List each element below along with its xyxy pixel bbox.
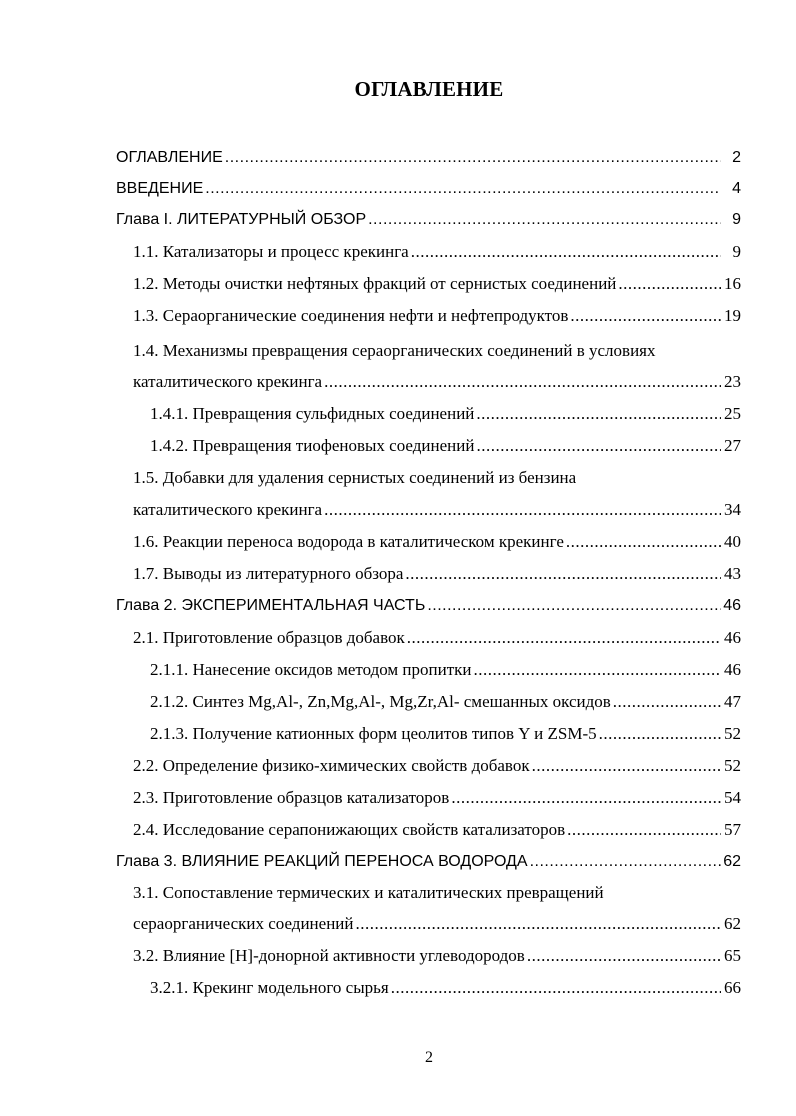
toc-entry[interactable] bbox=[150, 687, 741, 717]
toc-entry-page: 34 bbox=[724, 500, 741, 519]
toc-leader-dots bbox=[527, 941, 721, 971]
toc-entry-text: 3.2. Влияние [H]-донорной активности углеводородов bbox=[133, 946, 525, 965]
page-title: ОГЛАВЛЕНИЕ bbox=[354, 77, 504, 101]
toc-entry-text: 1.6. Реакции переноса водорода в каталитическом крекинге bbox=[133, 532, 564, 551]
toc-entry-text: ОГЛАВЛЕНИЕ bbox=[116, 149, 223, 166]
toc-entry[interactable] bbox=[150, 719, 741, 749]
toc-entry-text: сераорганических соединений bbox=[133, 914, 354, 933]
toc-leader-dots bbox=[618, 269, 721, 299]
toc-leader-dots bbox=[368, 205, 721, 235]
toc-entry-text: 2.1. Приготовление образцов добавок bbox=[133, 628, 405, 647]
toc-entry-page: 66 bbox=[724, 978, 741, 997]
toc-entry-text: 1.2. Методы очистки нефтяных фракций от сернистых соединений bbox=[133, 274, 617, 293]
toc-entry-page: 62 bbox=[724, 914, 741, 933]
toc-entry-page: 62 bbox=[723, 853, 741, 870]
toc-entry[interactable] bbox=[133, 301, 741, 331]
toc-leader-dots bbox=[405, 559, 721, 589]
toc-leader-dots bbox=[532, 751, 721, 781]
toc-leader-dots bbox=[324, 495, 721, 525]
toc-entry[interactable] bbox=[133, 463, 741, 493]
toc-entry-text: 2.3. Приготовление образцов катализаторов bbox=[133, 788, 450, 807]
toc-entry-text: 2.1.3. Получение катионных форм цеолитов типов Y и ZSM-5 bbox=[150, 724, 597, 743]
toc-leader-dots bbox=[225, 143, 721, 173]
toc-entry-page: 4 bbox=[732, 180, 741, 197]
toc-entry-page: 52 bbox=[724, 756, 741, 775]
toc-entry-text: 1.4.2. Превращения тиофеновых соединений bbox=[150, 436, 475, 455]
toc-entry[interactable] bbox=[133, 751, 741, 781]
toc-entry-text: 2.1.2. Синтез Mg,Al-, Zn,Mg,Al-, Mg,Zr,Al- смешанных оксидов bbox=[150, 692, 611, 711]
toc-entry-page: 16 bbox=[724, 274, 741, 293]
toc-entry[interactable] bbox=[133, 269, 741, 299]
toc-entry[interactable] bbox=[116, 591, 741, 621]
toc-entry[interactable] bbox=[133, 783, 741, 813]
toc-leader-dots bbox=[476, 399, 721, 429]
toc-leader-dots bbox=[356, 909, 722, 939]
toc-entry-text: 1.7. Выводы из литературного обзора bbox=[133, 564, 404, 583]
toc-entry-page: 40 bbox=[724, 532, 741, 551]
toc-entry-text: 1.4. Механизмы превращения сераорганических соединений в условиях bbox=[133, 341, 656, 360]
toc-entry-text: 1.1. Катализаторы и процесс крекинга bbox=[133, 242, 409, 261]
toc-entry-page: 43 bbox=[724, 564, 741, 583]
toc-entry-text: 3.2.1. Крекинг модельного сырья bbox=[150, 978, 389, 997]
toc-leader-dots bbox=[427, 591, 721, 621]
toc-entry-page: 46 bbox=[723, 597, 741, 614]
toc-entry-page: 47 bbox=[724, 692, 741, 711]
toc-leader-dots bbox=[476, 431, 721, 461]
toc-entry[interactable] bbox=[150, 973, 741, 1003]
toc-leader-dots bbox=[570, 301, 721, 331]
toc-entry[interactable] bbox=[133, 237, 741, 267]
toc-entry-page: 9 bbox=[732, 242, 741, 261]
toc-entry-text: каталитического крекинга bbox=[133, 500, 323, 519]
toc-leader-dots bbox=[530, 847, 721, 877]
toc-entry-page: 46 bbox=[724, 628, 741, 647]
toc-entry[interactable] bbox=[150, 655, 741, 685]
toc-entry[interactable] bbox=[133, 559, 741, 589]
toc-entry-text: 1.3. Сераорганические соединения нефти и нефтепродуктов bbox=[133, 306, 569, 325]
toc-entry-text: 2.1.1. Нанесение оксидов методом пропитки bbox=[150, 660, 472, 679]
toc-entry-text: каталитического крекинга bbox=[133, 372, 323, 391]
toc-entry[interactable] bbox=[133, 878, 741, 908]
toc-entry-text: Глава 2. ЭКСПЕРИМЕНТАЛЬНАЯ ЧАСТЬ bbox=[116, 597, 426, 614]
toc-entry[interactable] bbox=[133, 815, 741, 845]
toc-leader-dots bbox=[474, 655, 721, 685]
toc-entry-page: 23 bbox=[724, 372, 741, 391]
toc-entry-page: 25 bbox=[724, 404, 741, 423]
toc-entry-page: 52 bbox=[724, 724, 741, 743]
toc-entry-page: 57 bbox=[724, 820, 741, 839]
toc-leader-dots bbox=[599, 719, 721, 749]
toc-entry-text: Глава 3. ВЛИЯНИЕ РЕАКЦИЙ ПЕРЕНОСА ВОДОРОДА bbox=[116, 853, 528, 870]
toc-entry[interactable] bbox=[116, 847, 741, 877]
toc-entry-text: 2.2. Определение физико-химических свойств добавок bbox=[133, 756, 530, 775]
toc-entry-page: 2 bbox=[732, 149, 741, 166]
toc-leader-dots bbox=[567, 815, 721, 845]
toc-entry[interactable] bbox=[133, 336, 741, 366]
toc-entry[interactable] bbox=[150, 431, 741, 461]
toc-entry[interactable] bbox=[116, 143, 741, 173]
toc-entry-text: 1.4.1. Превращения сульфидных соединений bbox=[150, 404, 475, 423]
toc-entry[interactable] bbox=[116, 174, 741, 204]
toc-leader-dots bbox=[205, 174, 721, 204]
toc-entry[interactable] bbox=[133, 527, 741, 557]
toc-entry-page: 19 bbox=[724, 306, 741, 325]
toc-leader-dots bbox=[411, 237, 721, 267]
toc-entry-text: ВВЕДЕНИЕ bbox=[116, 180, 204, 197]
toc-leader-dots bbox=[407, 623, 721, 653]
toc-leader-dots bbox=[613, 687, 721, 717]
toc-entry[interactable] bbox=[133, 495, 741, 525]
toc-entry-text: 1.5. Добавки для удаления сернистых соединений из бензина bbox=[133, 468, 577, 487]
toc-entry-text: Глава I. ЛИТЕРАТУРНЫЙ ОБЗОР bbox=[116, 211, 367, 228]
toc-entry-text: 3.1. Сопоставление термических и каталитических превращений bbox=[133, 883, 604, 902]
page-number: 2 bbox=[425, 1049, 433, 1066]
toc-leader-dots bbox=[324, 367, 721, 397]
toc-entry-page: 9 bbox=[732, 211, 741, 228]
toc-entry[interactable] bbox=[133, 941, 741, 971]
toc-entry-page: 54 bbox=[724, 788, 741, 807]
toc-entry-page: 65 bbox=[724, 946, 741, 965]
toc-entry-page: 46 bbox=[724, 660, 741, 679]
toc-leader-dots bbox=[566, 527, 721, 557]
toc-entry[interactable] bbox=[133, 623, 741, 653]
toc-entry-text: 2.4. Исследование серапонижающих свойств катализаторов bbox=[133, 820, 566, 839]
toc-leader-dots bbox=[391, 973, 721, 1003]
toc-entry[interactable] bbox=[116, 205, 741, 235]
toc-entry-page: 27 bbox=[724, 436, 741, 455]
toc-leader-dots bbox=[451, 783, 721, 813]
toc-entry[interactable] bbox=[150, 399, 741, 429]
toc-entry[interactable] bbox=[133, 909, 741, 939]
toc-entry[interactable] bbox=[133, 367, 741, 397]
